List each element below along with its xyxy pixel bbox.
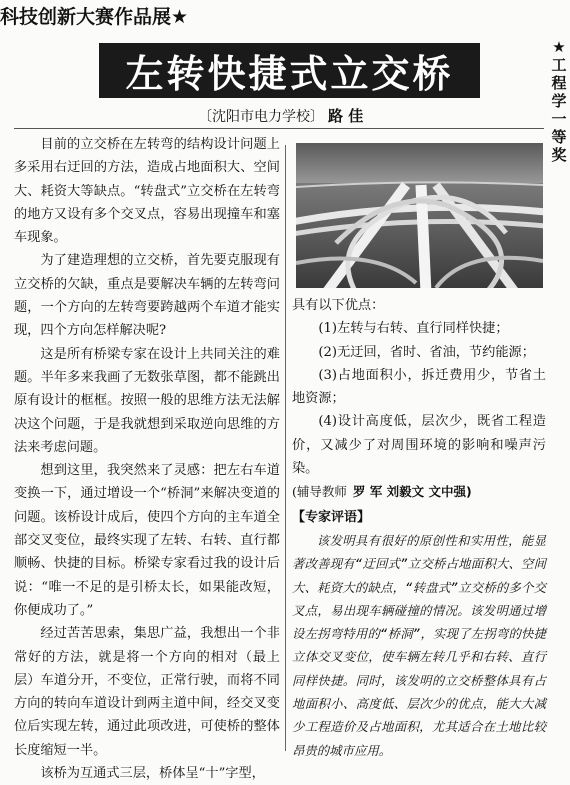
right-column: [292, 294, 546, 762]
body-paragraph: 经过苦苦思索，集思广益，我想出一个非常好的方法，就是将一个方向的相对（最上层）车道分开，不变位，正常行驶，而将不同方向的转向车道设计到两主道中间，经交叉变位后实现左转，通过此项改进，可使桥的整体长度缩短一半。: [14, 626, 280, 758]
advantage-item: (1)左转与右转、直行同样快捷；: [318, 321, 509, 337]
interchange-photo-graphic: [296, 143, 543, 288]
title-rule: [14, 128, 544, 129]
body-paragraph: 该桥为互通式三层，桥体呈“十”字型，: [40, 766, 265, 782]
award-label: ★工程学一等奖: [551, 38, 567, 164]
advantage-item: (4)设计高度低，层次少，既省工程造价，又减少了对周围环境的影响和噪声污染。: [292, 414, 546, 477]
column-divider: [285, 145, 286, 751]
section-header: 科技创新大赛作品展★: [0, 6, 189, 28]
byline-school: 〔沈阳市电力学校〕: [198, 109, 324, 125]
review-text: 该发明具有很好的原创性和实用性，能显著改善现有“迂回式”立交桥占地面积大、空间大、耗资大的缺点，“转盘式”立交桥的多个交叉点，易出现车辆碰撞的情况。该发明通过增设左拐弯特用的“桥洞”，实现了左拐弯的快捷立体交叉变位，使车辆左转几乎和右转、直行同样快捷。同时，该发明的立交桥整体具有占地面积小、高度低、层次少的优点，能大大减少工程造价及占地面积，尤其适合在土地比较昂贵的城市应用。: [292, 532, 546, 758]
advisor-label: (辅导教师: [292, 484, 347, 500]
advisor-credit: [292, 480, 546, 503]
advantage-item: (3)占地面积小，拆迁费用少，节省土地资源；: [292, 367, 546, 407]
advantage-item: (2)无迂回，省时、省油，节约能源；: [318, 344, 535, 360]
left-column: [14, 133, 280, 785]
byline-author: 路 佳: [328, 107, 364, 125]
body-paragraph: 想到这里，我突然来了灵感：把左右车道变换一下，通过增设一个“桥洞”来解决变道的问题。该桥设计成后，使四个方向的主车道全部交叉变位，最终实现了左转、右转、直行都顺畅、快捷的目标。桥梁专家看过我的设计后说：“唯一不足的是引桥太长，如果能改短，你便成功了。”: [14, 463, 280, 618]
review-heading: 【专家评语】: [292, 509, 371, 525]
body-paragraph: 这是所有桥梁专家在设计上共同关注的难题。半年多来我画了无数张草图，都不能跳出原有设计的框框。按照一般的思维方法无法解决这个问题，于是我就想到采取逆向思维的方法来考虑问题。: [14, 346, 280, 455]
body-paragraph: 为了建造理想的立交桥，首先要克服现有立交桥的欠缺，重点是要解决车辆的左转弯问题，一个方向的左转弯要跨越两个车道才能实现，四个方向怎样解决呢?: [14, 253, 280, 339]
advantages-intro: 具有以下优点：: [292, 298, 385, 313]
byline: [198, 105, 363, 126]
article-title: 左转快捷式立交桥: [99, 43, 480, 98]
advisor-names: 罗 军 刘毅文 文中强): [352, 484, 472, 500]
body-paragraph: 目前的立交桥在左转弯的结构设计问题上多采用右迂回的方法，造成占地面积大、空间大、耗资大等缺点。“转盘式”立交桥在左转弯的地方又设有多个交叉点，容易出现撞车和塞车现象。: [14, 137, 280, 246]
interchange-photo: [296, 143, 543, 288]
